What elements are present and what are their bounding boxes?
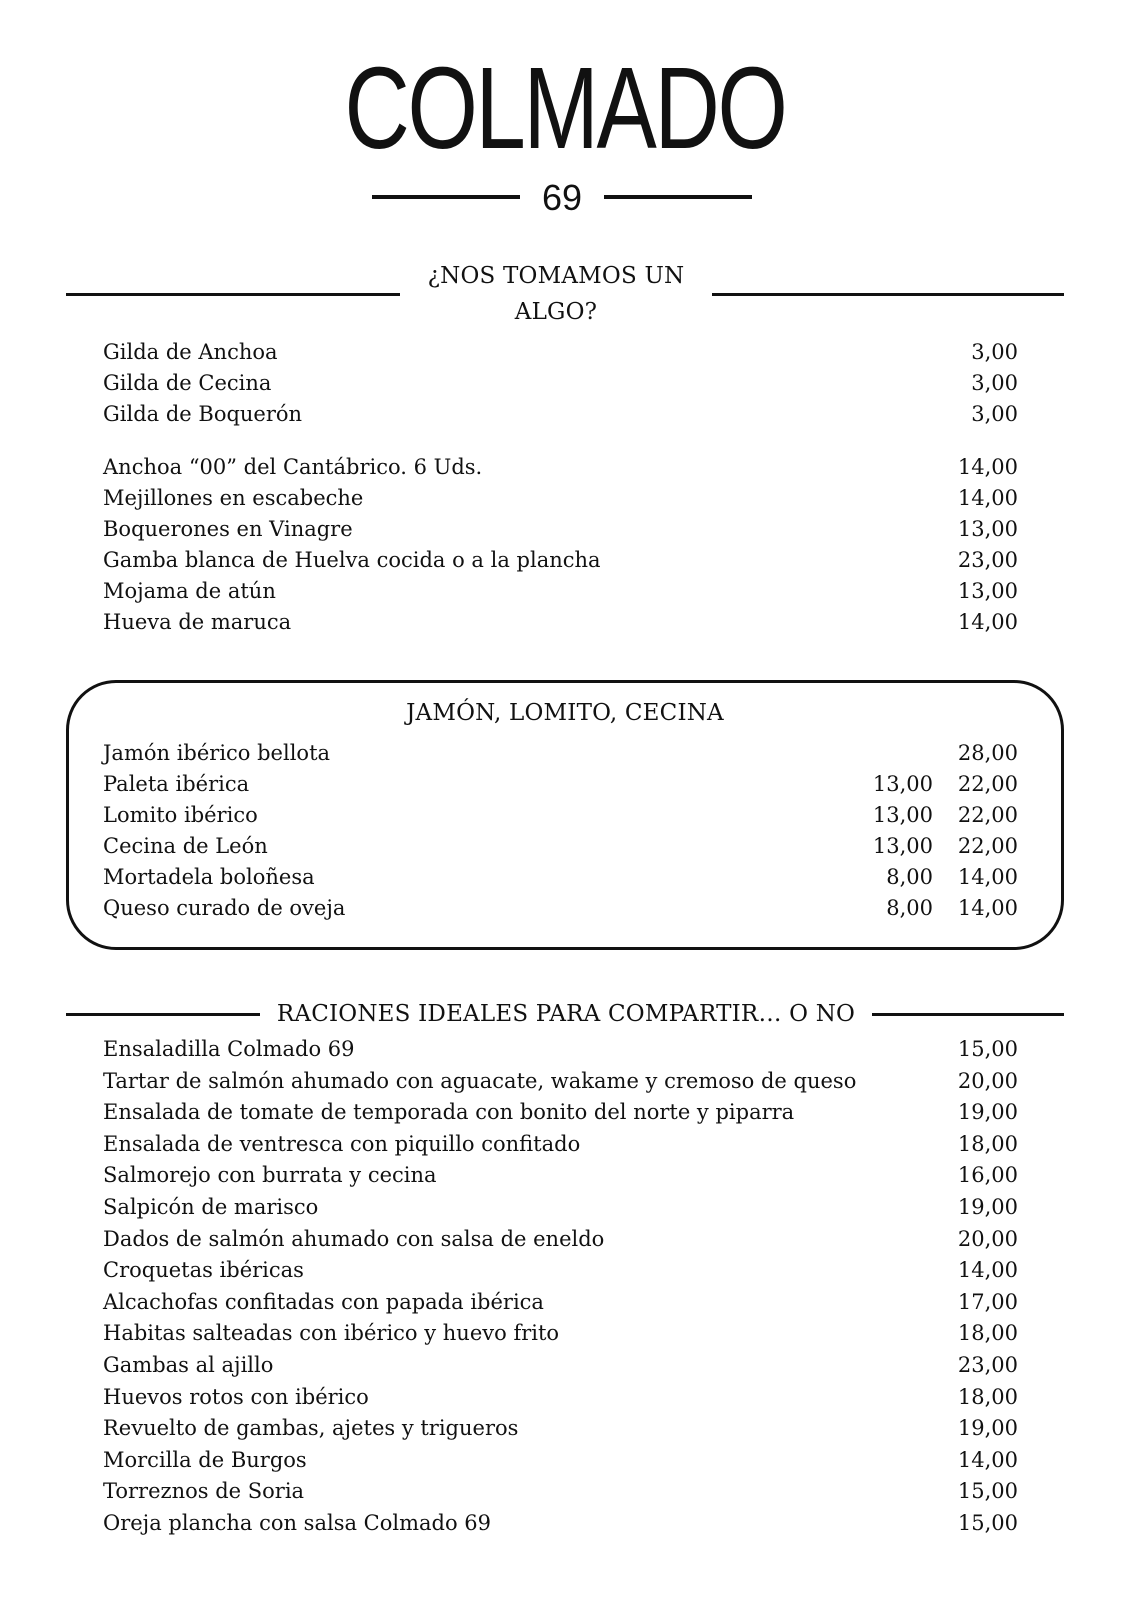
menu-item: [103, 1160, 1018, 1191]
menu-item-price: 18,00: [957, 1131, 1018, 1156]
menu-item: [103, 769, 1018, 800]
menu-item-name: Boquerones en Vinagre: [103, 517, 353, 541]
section-rule-right: [712, 293, 1064, 296]
menu-item: [103, 452, 1018, 483]
menu-item-price: 14,00: [957, 896, 1018, 920]
logo-rule-right: [604, 195, 752, 199]
menu-item-price: 22,00: [957, 834, 1018, 858]
menu-item-price: 18,00: [957, 1384, 1018, 1409]
menu-item-price: 20,00: [957, 1226, 1018, 1251]
menu-item-price: 13,00: [957, 579, 1018, 603]
logo-number: 69: [541, 177, 583, 218]
menu-item-price: 14,00: [957, 1258, 1018, 1283]
menu-item-half-price: 13,00: [872, 834, 933, 858]
menu-item-price: 14,00: [957, 1447, 1018, 1472]
menu-item: [103, 893, 1018, 924]
menu-item: [103, 483, 1018, 514]
menu-item: [103, 576, 1018, 607]
menu-item-name: Dados de salmón ahumado con salsa de eneldo: [103, 1226, 605, 1251]
menu-item: [103, 1350, 1018, 1381]
menu-item: [103, 1224, 1018, 1255]
menu-item: [103, 1255, 1018, 1286]
menu-item-name: Gilda de Boquerón: [103, 402, 303, 426]
menu-item-price: 20,00: [957, 1068, 1018, 1093]
menu-item-name: Gilda de Cecina: [103, 371, 272, 395]
menu-item-price: 28,00: [957, 741, 1018, 765]
menu-item-name: Huevos rotos con ibérico: [103, 1384, 369, 1409]
menu-item-price: 15,00: [957, 1479, 1018, 1504]
menu-item-name: Anchoa “00” del Cantábrico. 6 Uds.: [103, 455, 483, 479]
menu-item-price: 15,00: [957, 1511, 1018, 1535]
menu-item: [103, 368, 1018, 399]
menu-item: [103, 545, 1018, 576]
menu-item-price: 3,00: [971, 371, 1018, 395]
menu-item: [103, 607, 1018, 638]
menu-item: [103, 1445, 1018, 1476]
menu-item-price: 14,00: [957, 610, 1018, 634]
menu-item-name: Mortadela boloñesa: [103, 865, 315, 889]
menu-item: [103, 337, 1018, 368]
menu-item: [103, 1097, 1018, 1128]
menu-item-name: Cecina de León: [103, 834, 268, 858]
menu-item-name: Mejillones en escabeche: [103, 486, 364, 510]
menu-item: [103, 399, 1018, 430]
menu-item: [103, 1129, 1018, 1160]
menu-item-name: Tartar de salmón ahumado con aguacate, wakame y cremoso de queso: [103, 1068, 857, 1093]
menu-item-name: Habitas salteadas con ibérico y huevo frito: [103, 1321, 560, 1346]
menu-item-name: Queso curado de oveja: [103, 896, 346, 920]
menu-item-price: 3,00: [971, 340, 1018, 364]
section-rule-right: [872, 1013, 1064, 1016]
menu-item: [103, 1476, 1018, 1507]
menu-item-price: 19,00: [957, 1195, 1018, 1219]
menu-item: [103, 1382, 1018, 1413]
menu-item-price: 23,00: [957, 548, 1018, 572]
menu-item-name: Salmorejo con burrata y cecina: [103, 1163, 437, 1188]
menu-item-half-price: 8,00: [886, 896, 933, 920]
menu-item-price: 22,00: [957, 803, 1018, 827]
menu-item-price: 19,00: [957, 1416, 1018, 1441]
menu-item: [103, 831, 1018, 862]
section-title-algo-line2: ALGO?: [514, 299, 598, 325]
menu-item-name: Ensalada de ventresca con piquillo confitado: [103, 1131, 581, 1156]
menu-item: [103, 1034, 1018, 1065]
menu-item-name: Morcilla de Burgos: [103, 1447, 307, 1472]
menu-item-price: 16,00: [957, 1163, 1018, 1188]
menu-item: [103, 738, 1018, 769]
menu-item: [103, 1192, 1018, 1223]
menu-item-price: 13,00: [957, 517, 1018, 541]
logo-title: COLMADO: [344, 43, 786, 173]
menu-item-price: 14,00: [957, 865, 1018, 889]
menu-item-name: Hueva de maruca: [103, 610, 292, 634]
section-title-jamon: JAMÓN, LOMITO, CECINA: [406, 700, 724, 726]
menu-item-price: 15,00: [957, 1037, 1018, 1061]
section-rule-left: [66, 1013, 260, 1016]
menu-item-name: Croquetas ibéricas: [103, 1258, 304, 1283]
menu-item-price: 23,00: [957, 1353, 1018, 1377]
logo-number-block: [372, 178, 752, 224]
menu-item-price: 19,00: [957, 1100, 1018, 1125]
menu-item-price: 3,00: [971, 402, 1018, 426]
section-title-raciones: RACIONES IDEALES PARA COMPARTIR… O NO: [276, 1001, 856, 1027]
menu-item-name: Salpicón de marisco: [103, 1195, 319, 1219]
menu-item-name: Gilda de Anchoa: [103, 340, 278, 364]
menu-item-name: Mojama de atún: [103, 579, 276, 603]
menu-item-price: 14,00: [957, 486, 1018, 510]
section-rule-left: [66, 293, 400, 296]
menu-item-name: Jamón ibérico bellota: [103, 741, 331, 765]
menu-item-price: 18,00: [957, 1321, 1018, 1346]
menu-item: [103, 1066, 1018, 1097]
menu-item-name: Oreja plancha con salsa Colmado 69: [103, 1511, 492, 1535]
menu-item-half-price: 8,00: [886, 865, 933, 889]
menu-item: [103, 862, 1018, 893]
section-title-algo: ¿NOS TOMAMOS UN: [427, 263, 685, 289]
menu-item: [103, 800, 1018, 831]
menu-item: [103, 1287, 1018, 1318]
menu-item-name: Torreznos de Soria: [103, 1479, 305, 1504]
menu-item-name: Lomito ibérico: [103, 803, 258, 827]
menu-item-name: Ensaladilla Colmado 69: [103, 1037, 355, 1061]
menu-item-price: 17,00: [957, 1289, 1018, 1314]
menu-item-half-price: 13,00: [872, 803, 933, 827]
menu-item-name: Gambas al ajillo: [103, 1353, 274, 1377]
menu-item-price: 22,00: [957, 772, 1018, 796]
menu-item: [103, 514, 1018, 545]
menu-item-name: Alcachofas confitadas con papada ibérica: [103, 1289, 544, 1314]
menu-item-name: Ensalada de tomate de temporada con bonito del norte y piparra: [103, 1100, 795, 1125]
menu-item: [103, 1413, 1018, 1444]
menu-item-name: Paleta ibérica: [103, 772, 250, 796]
menu-item-name: Revuelto de gambas, ajetes y trigueros: [103, 1416, 519, 1441]
menu-item-half-price: 13,00: [872, 772, 933, 796]
menu-item: [103, 1318, 1018, 1349]
menu-item-name: Gamba blanca de Huelva cocida o a la plancha: [103, 548, 601, 572]
menu-item-price: 14,00: [957, 455, 1018, 479]
menu-item: [103, 1508, 1018, 1539]
